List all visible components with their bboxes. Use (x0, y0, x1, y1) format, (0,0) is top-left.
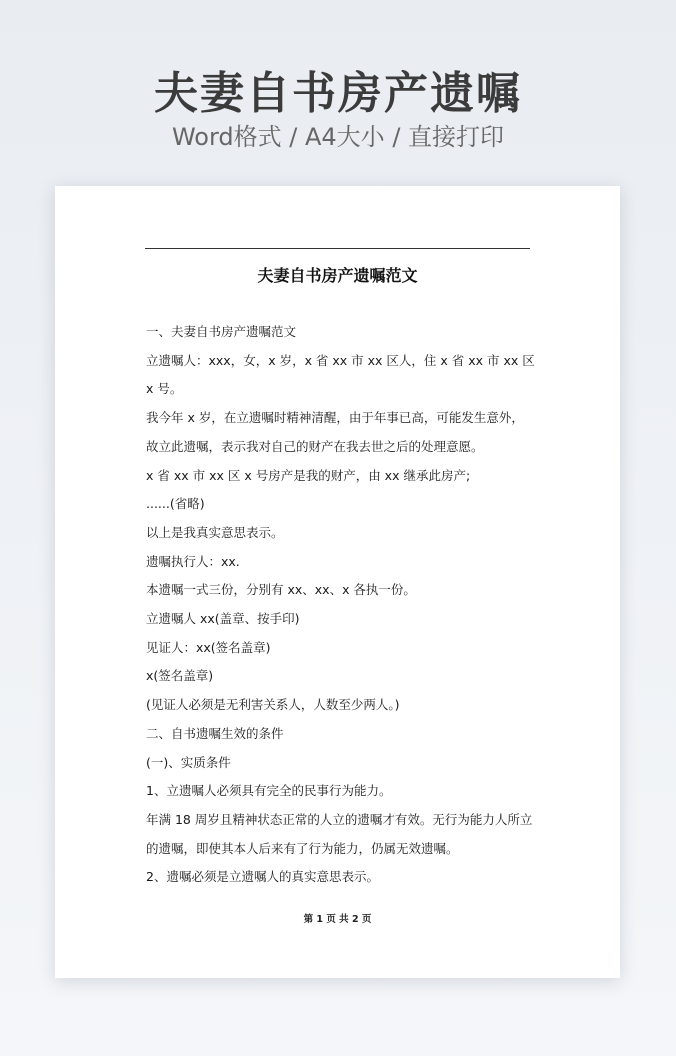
body-paragraph: 2、遗嘱必须是立遗嘱人的真实意思表示。 (146, 869, 379, 885)
body-paragraph: 年满 18 周岁且精神状态正常的人立的遗嘱才有效。无行为能力人所立的遗嘱，即使其本人后来有了行为能力，仍属无效遗嘱。 (146, 811, 533, 856)
body-paragraph: 见证人：xx(签名盖章) (146, 639, 271, 655)
document-body (146, 318, 536, 892)
subsection-heading: (一)、实质条件 (146, 754, 231, 770)
section-heading: 二、自书遗嘱生效的条件 (146, 725, 284, 741)
banner-subtitle: Word格式 / A4大小 / 直接打印 (171, 123, 505, 151)
document-page (55, 186, 620, 978)
banner-title: 夫妻自书房产遗嘱 (154, 68, 522, 119)
body-paragraph: 我今年 x 岁，在立遗嘱时精神清醒，由于年事已高，可能发生意外，故立此遗嘱，表示我对自己的财产在我去世之后的处理意愿。 (146, 410, 524, 454)
section-heading: 一、夫妻自书房产遗嘱范文 (146, 324, 297, 339)
body-paragraph: x(签名盖章) (146, 668, 214, 684)
document-title: 夫妻自书房产遗嘱范文 (257, 266, 418, 285)
body-paragraph: (见证人必须是无利害关系人，人数至少两人。) (146, 697, 400, 713)
body-paragraph: 立遗嘱人 xx(盖章、按手印) (146, 611, 300, 627)
page-number: 第 1 页 共 2 页 (303, 914, 372, 925)
body-paragraph: ......(省略) (146, 496, 205, 512)
body-paragraph: 遗嘱执行人：xx. (146, 553, 240, 569)
body-paragraph: 1、立遗嘱人必须具有完全的民事行为能力。 (146, 783, 392, 799)
header-divider (145, 248, 530, 249)
body-paragraph: 立遗嘱人：xxx，女，x 岁，x 省 xx 市 xx 区人，住 x 省 xx 市 xx 区 x 号。 (146, 352, 535, 397)
body-paragraph: 以上是我真实意思表示。 (146, 524, 284, 540)
body-paragraph: 本遗嘱一式三份，分别有 xx、xx、x 各执一份。 (146, 582, 416, 598)
body-paragraph: x 省 xx 市 xx 区 x 号房产是我的财产，由 xx 继承此房产; (146, 467, 471, 483)
